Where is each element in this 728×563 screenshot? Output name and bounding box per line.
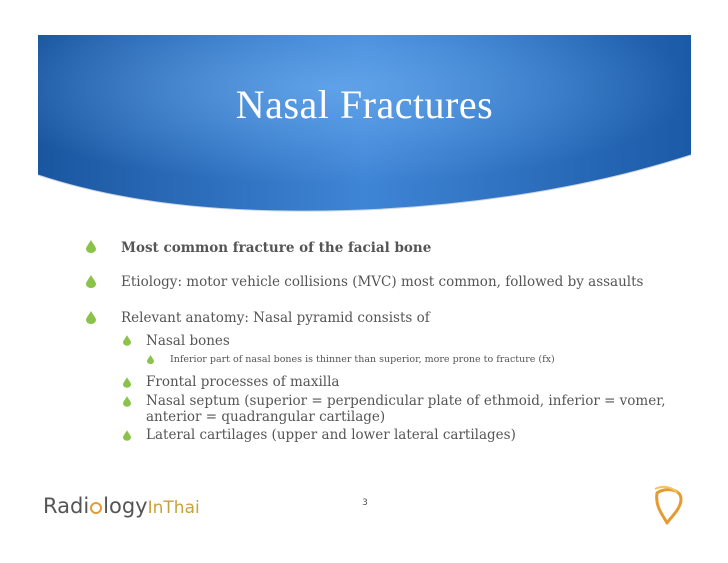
- sub-bullet-continuation: anterior = quadrangular cartilage): [146, 409, 386, 425]
- page-number: 3: [362, 498, 368, 508]
- sub-sub-bullet-item: Inferior part of nasal bones is thinner than superior, more prone to fracture (fx): [170, 354, 555, 365]
- logo-text-start: Radi: [43, 494, 90, 518]
- bullet-drop-icon: [86, 240, 96, 253]
- bullet-drop-icon: [123, 377, 131, 388]
- radiologyinthai-logo: [43, 494, 200, 518]
- bullet-drop-icon: [86, 311, 96, 324]
- logo-text-end: InThai: [147, 498, 200, 518]
- bullet-drop-icon: [147, 355, 154, 364]
- bullet-drop-icon: [123, 335, 131, 346]
- sub-bullet-item: Nasal septum (superior = perpendicular plate of ethmoid, inferior = vomer,: [146, 393, 666, 409]
- title-banner: [38, 35, 691, 215]
- sub-bullet-item: Frontal processes of maxilla: [146, 374, 340, 390]
- bullet-item: Most common fracture of the facial bone: [121, 240, 432, 256]
- sub-bullet-item: Nasal bones: [146, 333, 230, 349]
- bullet-item: Etiology: motor vehicle collisions (MVC) most common, followed by assaults: [121, 274, 644, 290]
- bullet-item: Relevant anatomy: Nasal pyramid consists of: [121, 310, 430, 326]
- logo-o-icon: [90, 502, 102, 514]
- slide-title: Nasal Fractures: [235, 82, 494, 127]
- bullet-drop-icon: [123, 430, 131, 441]
- bullet-drop-icon: [86, 275, 96, 288]
- logo-text-mid: logy: [103, 494, 148, 518]
- corner-logo-icon: [651, 485, 687, 525]
- sub-bullet-item: Lateral cartilages (upper and lower lateral cartilages): [146, 427, 516, 443]
- bullet-drop-icon: [123, 396, 131, 407]
